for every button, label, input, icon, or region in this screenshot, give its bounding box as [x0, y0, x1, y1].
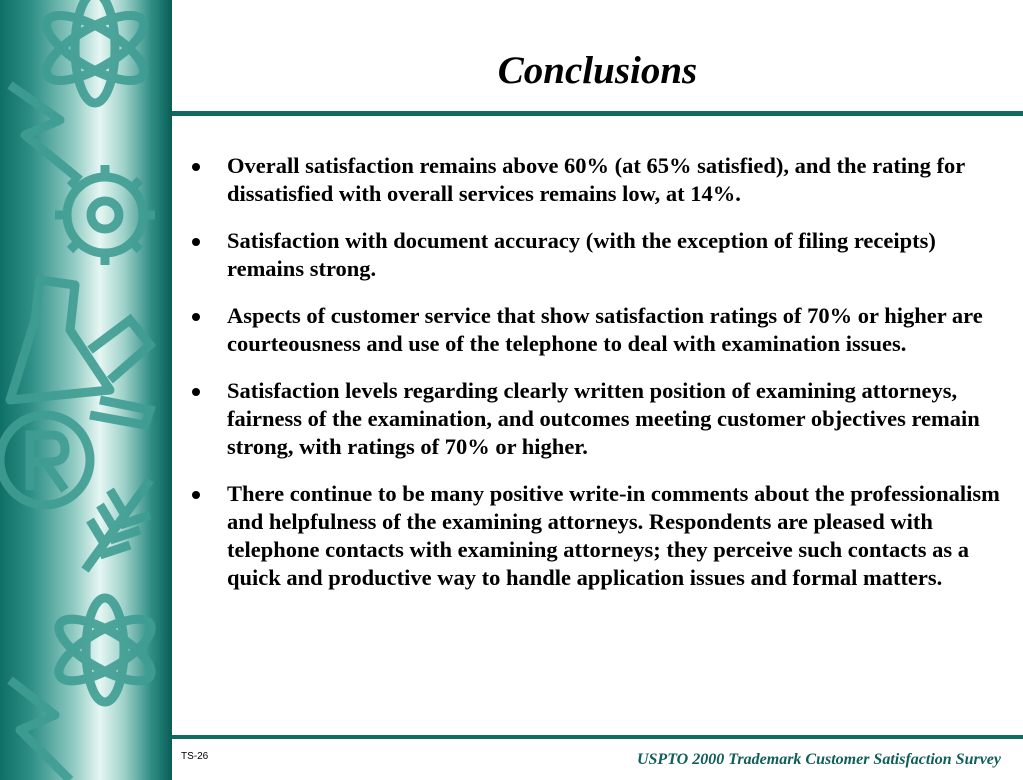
- title-divider: [172, 111, 1023, 116]
- bullet-list: [186, 152, 1016, 611]
- bullet-item: [186, 480, 1016, 592]
- wheat-icon: [85, 480, 150, 570]
- bullet-dot-icon: [192, 238, 200, 246]
- slide-title: Conclusions: [497, 49, 698, 92]
- bullet-text: Aspects of customer service that show satisfaction ratings of 70% or higher are courteousness and use of the telephone to deal with examination issues.: [227, 303, 983, 356]
- sidebar-artwork: [0, 0, 172, 780]
- bullet-dot-icon: [192, 491, 200, 499]
- decorative-sidebar: [0, 0, 172, 780]
- lightning-icon: [10, 85, 80, 180]
- footer-divider: [172, 735, 1023, 739]
- bullet-item: [186, 377, 1016, 461]
- bullet-dot-icon: [192, 313, 200, 321]
- bullet-dot-icon: [192, 163, 200, 171]
- slide-number: TS-26: [181, 751, 209, 762]
- atom-icon: [50, 598, 159, 702]
- sidebar-edge: [160, 0, 172, 780]
- bullet-dot-icon: [192, 388, 200, 396]
- bullet-item: [186, 152, 1016, 208]
- footer-title: USPTO 2000 Trademark Customer Satisfaction Survey: [636, 751, 1001, 768]
- atom-icon: [37, 0, 152, 103]
- bullet-item: [186, 302, 1016, 358]
- bullet-item: [186, 227, 1016, 283]
- lightning-icon: [10, 680, 70, 780]
- flask-icon: [10, 280, 110, 400]
- bullet-text: There continue to be many positive write-in comments about the professionalism and helpfulness of the examining attorneys. Respondents are pleased with telephone contacts with examining attorneys; they perceive such contacts as a quick and productive way to handle application issues and formal matters.: [227, 481, 1000, 590]
- bullet-text: Satisfaction levels regarding clearly written position of examining attorneys, fairness of the examination, and outcomes meeting customer objectives remain strong, with ratings of 70% or higher.: [227, 378, 980, 459]
- gear-icon: [55, 165, 155, 265]
- bullet-text: Overall satisfaction remains above 60% (at 65% satisfied), and the rating for dissatisfied with overall services remains low, at 14%.: [227, 153, 965, 206]
- registered-icon: [0, 415, 90, 505]
- bullet-text: Satisfaction with document accuracy (with the exception of filing receipts) remains strong.: [227, 228, 936, 281]
